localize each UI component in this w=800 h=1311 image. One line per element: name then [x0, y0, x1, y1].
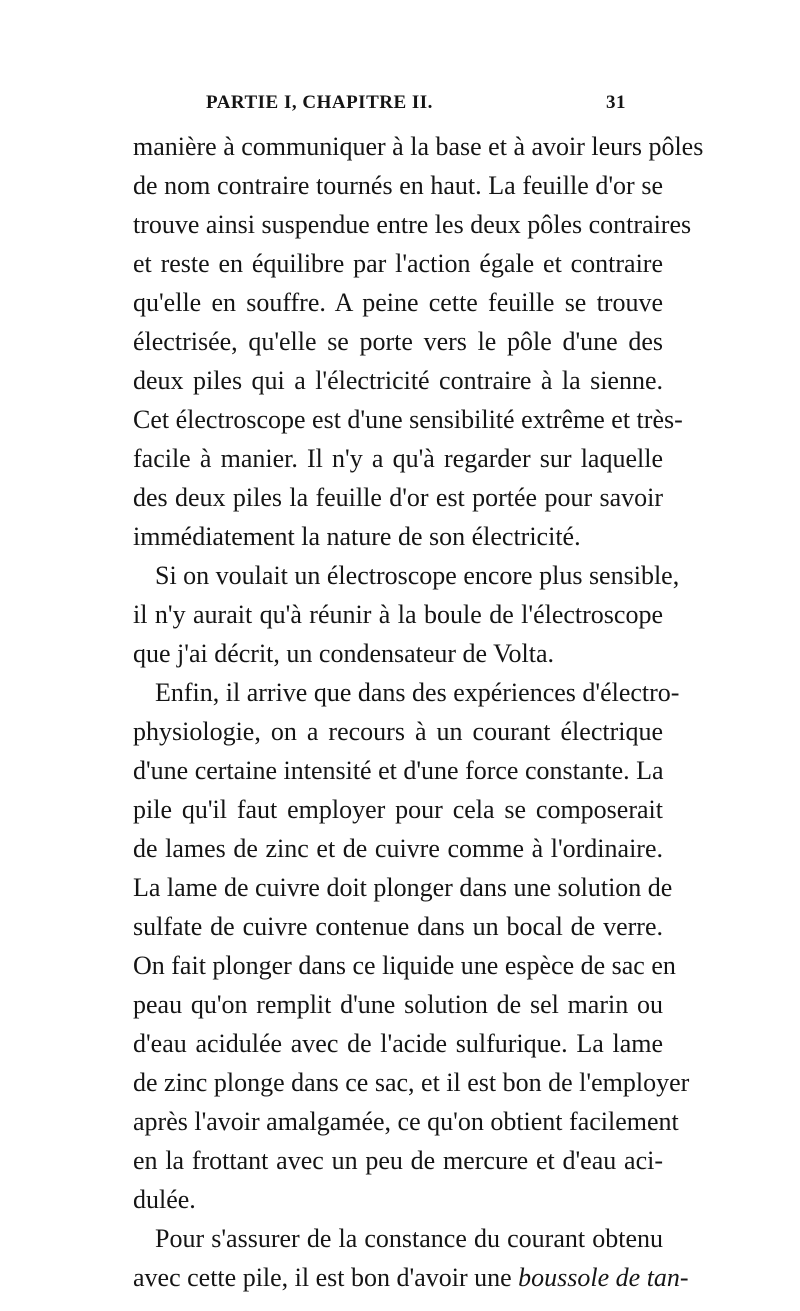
- text-line: physiologie, on a recours à un courant électrique: [133, 717, 663, 746]
- final-line-italic: boussole de tan-: [518, 1263, 689, 1292]
- text-line: électrisée, qu'elle se porte vers le pôle d'une des: [133, 327, 663, 356]
- final-line-prefix: avec cette pile, il est bon d'avoir une: [133, 1263, 519, 1292]
- text-line: Pour s'assurer de la constance du courant obtenu: [155, 1224, 663, 1253]
- text-line: de zinc plonge dans ce sac, et il est bon de l'employer: [133, 1068, 690, 1097]
- text-line: et reste en équilibre par l'action égale et contraire: [133, 249, 663, 278]
- text-line: immédiatement la nature de son électricité.: [133, 522, 581, 551]
- text-line: d'une certaine intensité et d'une force constante. La: [133, 756, 664, 785]
- text-line: Cet électroscope est d'une sensibilité extrême et très-: [133, 405, 683, 434]
- text-line-final: [133, 1258, 689, 1297]
- text-line: deux piles qui a l'électricité contraire à la sienne.: [133, 366, 663, 395]
- text-line: On fait plonger dans ce liquide une espèce de sac en: [133, 951, 676, 980]
- text-line: trouve ainsi suspendue entre les deux pôles contraires: [133, 210, 692, 239]
- text-line: Enfin, il arrive que dans des expériences d'électro-: [155, 678, 680, 707]
- text-line: facile à manier. Il n'y a qu'à regarder sur laquelle: [133, 444, 663, 473]
- text-line: peau qu'on remplit d'une solution de sel marin ou: [133, 990, 663, 1019]
- text-line: pile qu'il faut employer pour cela se composerait: [133, 795, 663, 824]
- text-line: d'eau acidulée avec de l'acide sulfurique. La lame: [133, 1029, 663, 1058]
- text-line: de nom contraire tournés en haut. La feuille d'or se: [133, 171, 663, 200]
- text-line: après l'avoir amalgamée, ce qu'on obtient facilement: [133, 1107, 679, 1136]
- text-line: en la frottant avec un peu de mercure et d'eau aci-: [133, 1146, 663, 1175]
- running-header: [206, 92, 626, 122]
- text-line: qu'elle en souffre. A peine cette feuille se trouve: [133, 288, 663, 317]
- text-line: il n'y aurait qu'à réunir à la boule de l'électroscope: [133, 600, 663, 629]
- text-line: dulée.: [133, 1185, 196, 1214]
- page-number: 31: [606, 92, 626, 113]
- text-line: sulfate de cuivre contenue dans un bocal de verre.: [133, 912, 663, 941]
- chapter-title: PARTIE I, CHAPITRE II.: [206, 92, 433, 113]
- text-line: La lame de cuivre doit plonger dans une solution de: [133, 873, 673, 902]
- text-line: que j'ai décrit, un condensateur de Volta.: [133, 639, 555, 668]
- text-line: de lames de zinc et de cuivre comme à l'ordinaire.: [133, 834, 663, 863]
- body-text: [133, 127, 704, 1297]
- text-line: Si on voulait un électroscope encore plus sensible,: [155, 561, 680, 590]
- text-line: manière à communiquer à la base et à avoir leurs pôles: [133, 132, 704, 161]
- text-line: des deux piles la feuille d'or est portée pour savoir: [133, 483, 663, 512]
